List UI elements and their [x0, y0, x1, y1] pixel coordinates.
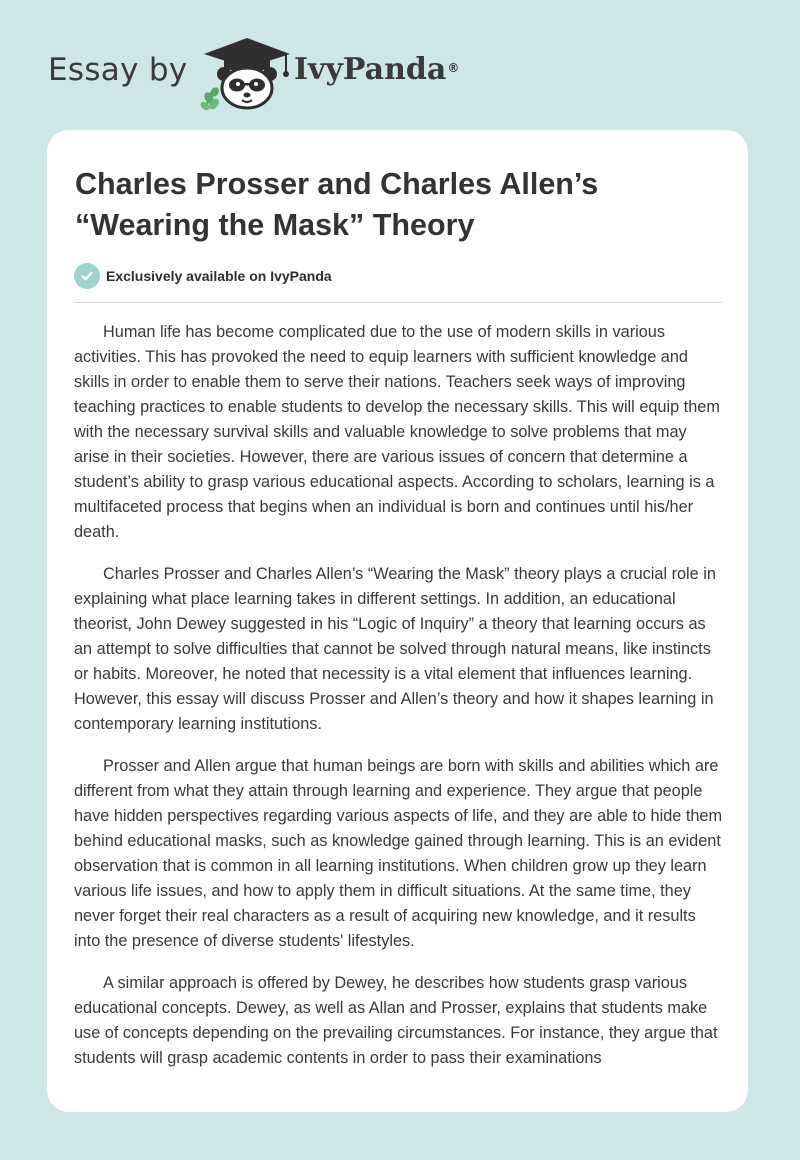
brand-text: IvyPanda — [294, 52, 447, 87]
essay-by-label: Essay by — [48, 52, 188, 88]
exclusive-badge — [74, 263, 332, 289]
divider — [74, 302, 722, 303]
badge-text: Exclusively available on IvyPanda — [106, 268, 332, 284]
paragraph-1: Human life has become complicated due to the use of modern skills in various activities. This has provoked the need to equip learners with sufficient knowledge and skills in order to enable them to serve their nations. Teachers seek ways of improving teaching practices to enable students to develop the necessary skills. This will equip them with the necessary survival skills and valuable knowledge to solve problems that may arise in their societies. However, there are various issues of concern that determine a student’s ability to grasp various educational aspects. According to scholars, learning is a multifaceted process that begins when an individual is born and continues until his/her death. — [74, 323, 720, 541]
trademark-symbol: ® — [447, 61, 460, 75]
paragraph-2: Charles Prosser and Charles Allen’s “Wearing the Mask” theory plays a crucial role in explaining what place learning takes in different settings. In addition, an educational theorist, John Dewey suggested in his “Logic of Inquiry” a theory that learning occurs as an attempt to solve difficulties that cannot be solved through natural means, like instincts or habits. Moreover, he noted that necessity is a vital element that influences learning. However, this essay will discuss Prosser and Allen’s theory and how it shapes learning in contemporary learning institutions. — [74, 565, 716, 733]
essay-card — [47, 130, 748, 1112]
brand-name[interactable] — [294, 50, 459, 90]
paragraph-4: A similar approach is offered by Dewey, he describes how students grasp various educational concepts. Dewey, as well as Allan and Prosser, explains that students make use of concepts depending on the prevailing circumstances. For instance, they argue that students will grasp academic contents in order to pass their examinations — [74, 974, 718, 1067]
paragraph-3: Prosser and Allen argue that human beings are born with skills and abilities which are different from what they attain through learning and experience. They argue that people have hidden perspectives regarding various aspects of life, and they are able to hide them behind educational masks, such as knowledge gained through learning. This is an evident observation that is common in all learning institutions. When children grow up they learn various life issues, and how to apply them in difficult situations. At the same time, they never forget their real characters as a result of acquiring new knowledge, and it results into the presence of diverse students' lifestyles. — [74, 757, 723, 950]
essay-body — [74, 320, 726, 1088]
essay-title: Charles Prosser and Charles Allen’s “Wearing the Mask” Theory — [75, 167, 599, 242]
site-header — [0, 0, 800, 130]
panda-graduate-icon — [200, 36, 294, 110]
check-icon — [74, 263, 100, 289]
